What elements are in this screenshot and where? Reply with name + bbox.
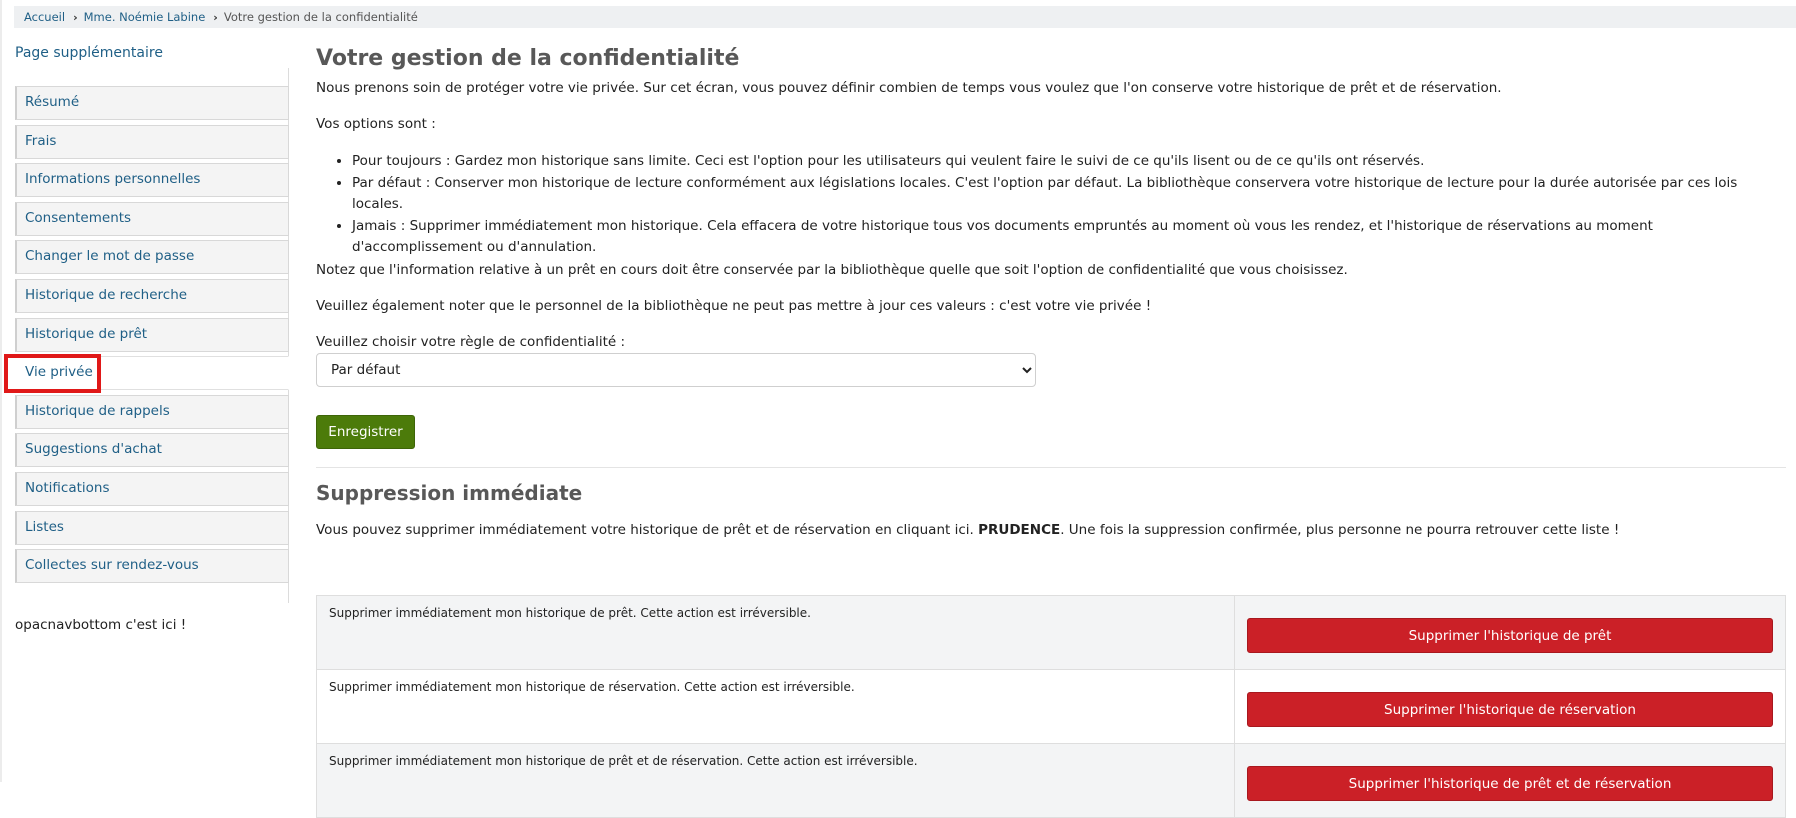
sidebar-heading[interactable]: Page supplémentaire [15, 45, 163, 61]
immediate-text-before: Vous pouvez supprimer immédiatement votre historique de prêt et de réservation en cliquant ici. [316, 522, 974, 538]
breadcrumb [14, 6, 1796, 28]
sidebar-item-historique-pret[interactable]: Historique de prêt [15, 318, 289, 352]
sidebar-item-vie-privee[interactable]: Vie privée [15, 356, 289, 390]
note-staff: Veuillez également noter que le personnel de la bibliothèque ne peut pas mettre à jour ces valeurs : c'est votre vie privée ! [316, 298, 1152, 314]
save-button[interactable]: Enregistrer [316, 415, 415, 449]
breadcrumb-home-link[interactable]: Accueil [24, 10, 66, 24]
delete-all-history-button[interactable]: Supprimer l'historique de prêt et de réservation [1247, 766, 1773, 801]
options-heading: Vos options sont : [316, 116, 436, 132]
table-row [317, 596, 1786, 670]
sidebar-item-consentements[interactable]: Consentements [15, 202, 289, 236]
sidebar-item-changer-mot-de-passe[interactable]: Changer le mot de passe [15, 240, 289, 274]
sidebar-item-resume[interactable]: Résumé [15, 86, 289, 120]
options-list [316, 151, 1786, 259]
page-left-border [0, 0, 2, 782]
table-row [317, 670, 1786, 744]
breadcrumb-chevron-icon: › [213, 11, 218, 24]
deletion-desc-both: Supprimer immédiatement mon historique de prêt et de réservation. Cette action est irréversible. [317, 744, 1235, 818]
immediate-deletion-heading: Suppression immédiate [316, 481, 583, 505]
sidebar-item-informations-personnelles[interactable]: Informations personnelles [15, 163, 289, 197]
intro-text: Nous prenons soin de protéger votre vie privée. Sur cet écran, vous pouvez définir combien de temps vous voulez que l'on conserve votre historique de prêt et de réservation. [316, 80, 1502, 96]
sidebar-item-historique-recherche[interactable]: Historique de recherche [15, 279, 289, 313]
deletion-action-cell [1235, 670, 1786, 744]
sidebar-item-listes[interactable]: Listes [15, 511, 289, 545]
immediate-deletion-text [316, 522, 1619, 538]
sidebar-menu [15, 86, 289, 588]
sidebar-item-collectes-rendez-vous[interactable]: Collectes sur rendez-vous [15, 549, 289, 583]
delete-loan-history-button[interactable]: Supprimer l'historique de prêt [1247, 618, 1773, 653]
deletion-action-cell [1235, 596, 1786, 670]
caution-label: PRUDENCE [978, 522, 1061, 538]
sidebar-item-notifications[interactable]: Notifications [15, 472, 289, 506]
option-never: • Jamais : Supprimer immédiatement mon historique. Cela effacera de votre historique tous vos documents empruntés au moment où vous les rendez, et l'historique de réservations au moment d'accomplissement ou d'annulation. [352, 216, 1786, 259]
deletion-desc-holds: Supprimer immédiatement mon historique de réservation. Cette action est irréversible. [317, 670, 1235, 744]
deletion-action-cell [1235, 744, 1786, 818]
option-default: • Par défaut : Conserver mon historique de lecture conformément aux législations locales. C'est l'option par défaut. La bibliothèque conservera votre historique de lecture pour la durée autorisée par ces lois locales. [352, 173, 1786, 216]
sidebar-item-historique-rappels[interactable]: Historique de rappels [15, 395, 289, 429]
delete-hold-history-button[interactable]: Supprimer l'historique de réservation [1247, 692, 1773, 727]
deletion-table [316, 595, 1786, 818]
opacnavbottom-text: opacnavbottom c'est ici ! [15, 617, 187, 633]
breadcrumb-user-link[interactable]: Mme. Noémie Labine [83, 10, 206, 24]
breadcrumb-current: Votre gestion de la confidentialité [223, 10, 418, 24]
deletion-desc-loans: Supprimer immédiatement mon historique de prêt. Cette action est irréversible. [317, 596, 1235, 670]
sidebar-item-suggestions-achat[interactable]: Suggestions d'achat [15, 433, 289, 467]
sidebar-item-frais[interactable]: Frais [15, 125, 289, 159]
immediate-text-after: . Une fois la suppression confirmée, plus personne ne pourra retrouver cette liste ! [1060, 522, 1620, 538]
page-title: Votre gestion de la confidentialité [316, 46, 740, 71]
privacy-select-label: Veuillez choisir votre règle de confidentialité : [316, 334, 626, 350]
breadcrumb-chevron-icon: › [73, 11, 78, 24]
note-current-loan: Notez que l'information relative à un prêt en cours doit être conservée par la bibliothèque quelle que soit l'option de confidentialité que vous choisissez. [316, 262, 1348, 278]
option-forever: • Pour toujours : Gardez mon historique sans limite. Ceci est l'option pour les utilisateurs qui veulent faire le suivi de ce qu'ils lisent ou de ce qu'ils ont réservés. [352, 151, 1786, 173]
table-row [317, 744, 1786, 818]
section-divider [316, 467, 1786, 468]
privacy-rule-select[interactable] [316, 353, 1036, 387]
